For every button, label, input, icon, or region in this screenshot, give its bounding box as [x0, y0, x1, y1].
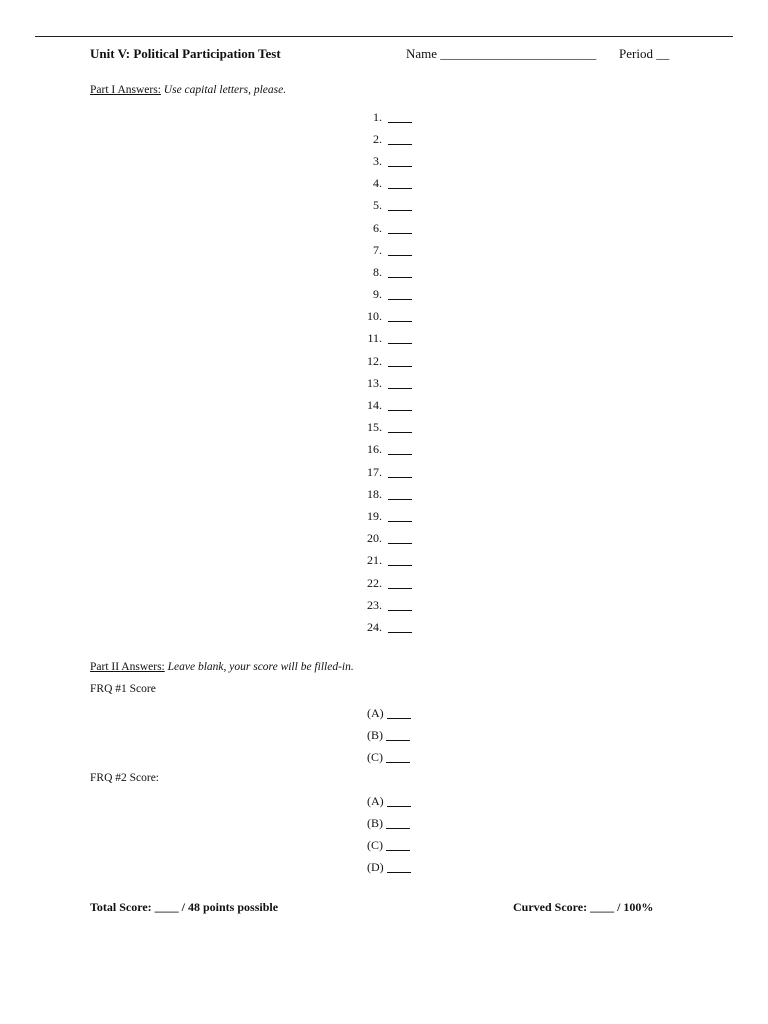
frq2-list	[367, 790, 411, 879]
answer-blank	[388, 632, 412, 633]
frq2-item	[367, 790, 411, 812]
answer-row	[356, 594, 436, 616]
answer-blank	[388, 210, 412, 211]
answer-number: 15.	[367, 420, 382, 435]
answer-number: 9.	[373, 287, 382, 302]
frq1-item-label: (B)	[367, 727, 383, 742]
answer-row	[356, 306, 436, 328]
period-field: Period __	[619, 46, 670, 61]
answer-number: 21.	[367, 553, 382, 568]
answer-blank	[388, 588, 412, 589]
answer-row	[356, 394, 436, 416]
answer-number: 1.	[373, 109, 382, 124]
answer-number: 7.	[373, 242, 382, 257]
frq1-label: FRQ #1 Score	[90, 683, 156, 695]
frq1-item-label: (A)	[367, 705, 384, 720]
answer-row	[356, 350, 436, 372]
answer-row	[356, 483, 436, 505]
frq2-label: FRQ #2 Score:	[90, 772, 159, 784]
top-rule	[35, 36, 733, 37]
frq2-item-label: (C)	[367, 837, 383, 852]
answer-row	[356, 439, 436, 461]
part1-answer-list	[356, 106, 436, 639]
answer-blank	[388, 477, 412, 478]
answer-blank	[388, 255, 412, 256]
frq1-item	[367, 724, 411, 746]
answer-row	[356, 528, 436, 550]
answer-blank	[388, 521, 412, 522]
answer-row	[356, 217, 436, 239]
answer-number: 8.	[373, 264, 382, 279]
answer-blank	[388, 321, 412, 322]
answer-row	[356, 372, 436, 394]
answer-row	[356, 128, 436, 150]
answer-row	[356, 572, 436, 594]
answer-blank	[388, 543, 412, 544]
part1-instruction: Use capital letters, please.	[163, 84, 287, 96]
answer-row	[356, 505, 436, 527]
frq1-item	[367, 702, 411, 724]
frq1-score-blank	[387, 718, 411, 719]
answer-number: 4.	[373, 176, 382, 191]
answer-blank	[388, 610, 412, 611]
answer-blank	[388, 410, 412, 411]
test-title: Unit V: Political Participation Test	[90, 46, 281, 61]
header	[90, 46, 690, 64]
answer-number: 13.	[367, 375, 382, 390]
answer-blank	[388, 122, 412, 123]
part1-heading-line	[90, 84, 286, 96]
answer-blank	[388, 188, 412, 189]
answer-number: 22.	[367, 575, 382, 590]
part2-instruction: Leave blank, your score will be filled-in.	[167, 661, 354, 673]
answer-blank	[388, 366, 412, 367]
answer-number: 2.	[373, 131, 382, 146]
frq2-score-blank	[387, 806, 411, 807]
answer-blank	[388, 277, 412, 278]
answer-number: 19.	[367, 508, 382, 523]
answer-blank	[388, 565, 412, 566]
frq2-score-blank	[387, 872, 411, 873]
name-field: Name ________________________	[406, 46, 597, 61]
answer-row	[356, 173, 436, 195]
answer-row	[356, 550, 436, 572]
frq2-item	[367, 834, 411, 856]
frq2-item	[367, 857, 411, 879]
answer-blank	[388, 233, 412, 234]
answer-blank	[388, 343, 412, 344]
answer-row	[356, 616, 436, 638]
answer-number: 12.	[367, 353, 382, 368]
answer-number: 24.	[367, 619, 382, 634]
answer-row	[356, 195, 436, 217]
frq2-item-label: (A)	[367, 793, 384, 808]
frq2-item	[367, 812, 411, 834]
part2-heading-line	[90, 661, 354, 673]
frq1-score-blank	[386, 740, 410, 741]
frq2-item-label: (B)	[367, 815, 383, 830]
answer-blank	[388, 299, 412, 300]
frq2-score-blank	[386, 850, 410, 851]
frq1-item	[367, 746, 411, 768]
curved-score: Curved Score: ____ / 100%	[513, 900, 654, 914]
answer-blank	[388, 166, 412, 167]
answer-number: 6.	[373, 220, 382, 235]
total-score: Total Score: ____ / 48 points possible	[90, 900, 279, 914]
answer-row	[356, 461, 436, 483]
answer-number: 5.	[373, 198, 382, 213]
part2-heading: Part II Answers:	[90, 661, 165, 673]
answer-number: 10.	[367, 309, 382, 324]
frq2-item-label: (D)	[367, 860, 384, 875]
answer-row	[356, 261, 436, 283]
answer-number: 17.	[367, 464, 382, 479]
answer-row	[356, 284, 436, 306]
answer-number: 23.	[367, 597, 382, 612]
answer-number: 14.	[367, 398, 382, 413]
answer-row	[356, 106, 436, 128]
answer-number: 20.	[367, 531, 382, 546]
frq2-score-blank	[386, 828, 410, 829]
answer-number: 18.	[367, 486, 382, 501]
answer-blank	[388, 432, 412, 433]
frq1-item-label: (C)	[367, 749, 383, 764]
answer-blank	[388, 454, 412, 455]
answer-number: 3.	[373, 153, 382, 168]
frq1-list	[367, 702, 411, 769]
answer-row	[356, 328, 436, 350]
part1-heading: Part I Answers:	[90, 84, 161, 96]
frq1-score-blank	[386, 762, 410, 763]
answer-row	[356, 150, 436, 172]
answer-number: 11.	[367, 331, 382, 346]
answer-blank	[388, 499, 412, 500]
answer-row	[356, 417, 436, 439]
answer-blank	[388, 144, 412, 145]
answer-number: 16.	[367, 442, 382, 457]
answer-row	[356, 239, 436, 261]
answer-blank	[388, 388, 412, 389]
